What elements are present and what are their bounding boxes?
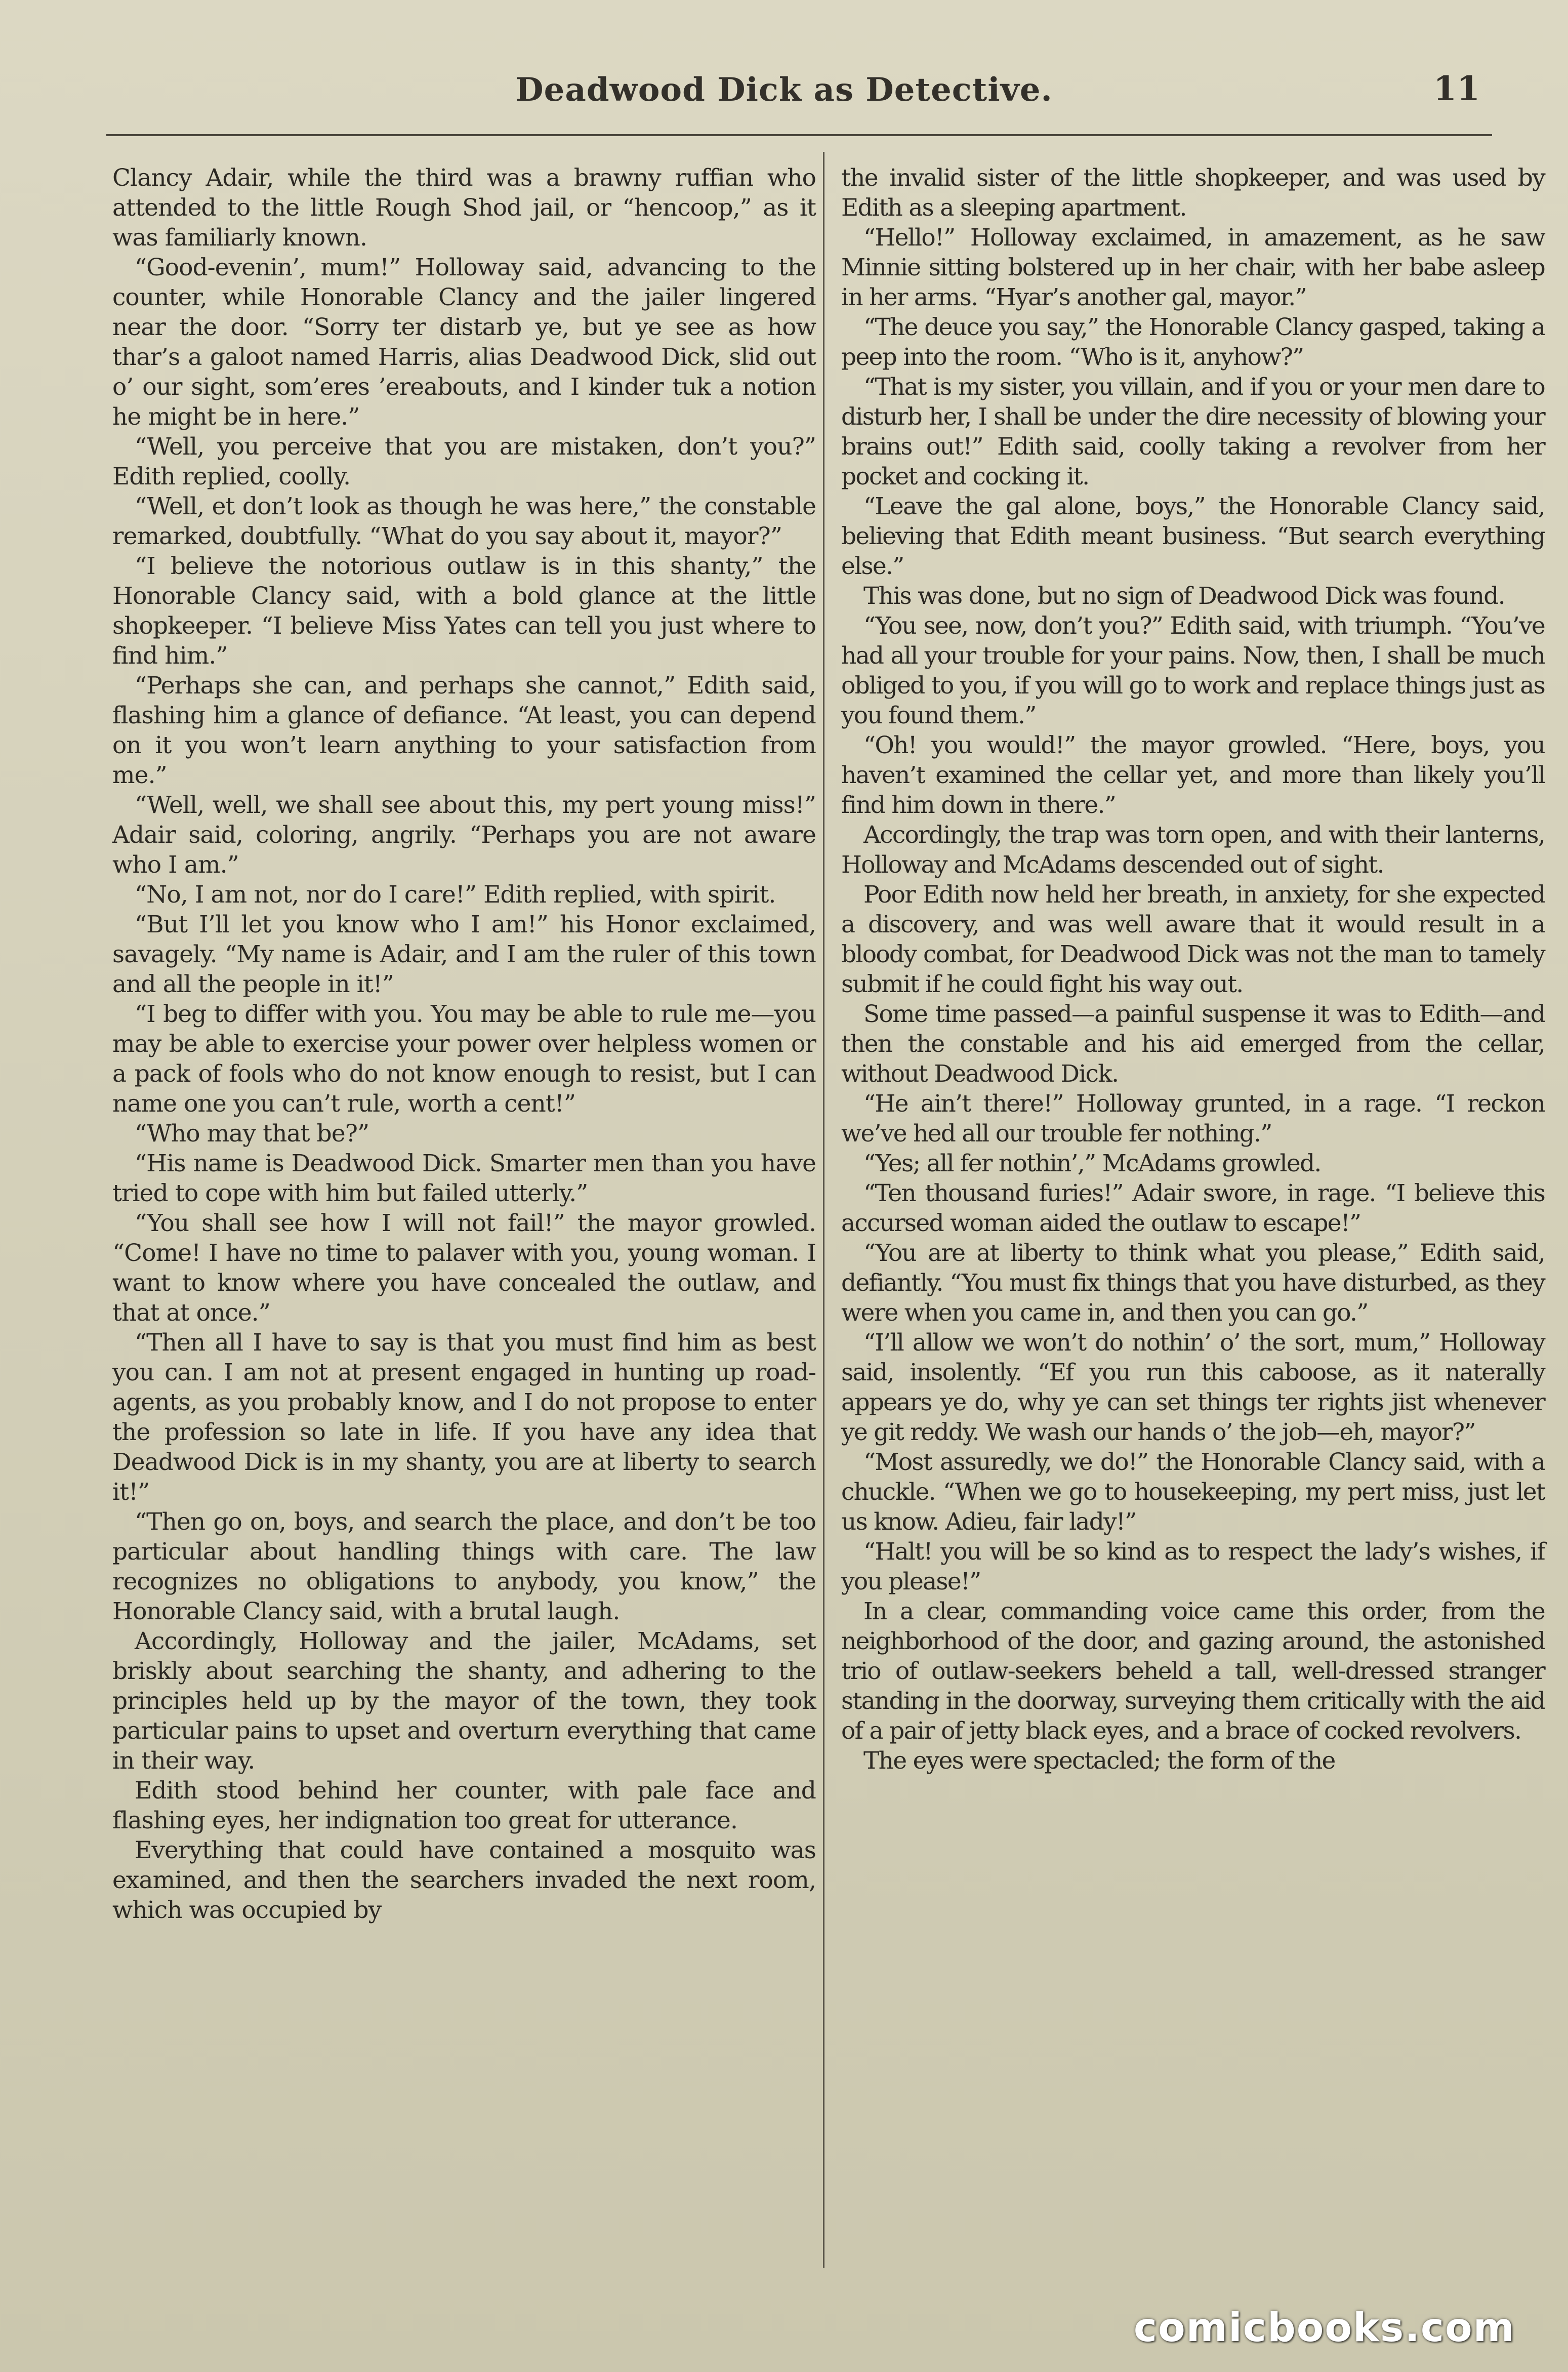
paragraph: “Halt! you will be so kind as to respect the lady’s wishes, if you please!” bbox=[841, 1538, 1545, 1596]
paragraph: “Yes; all fer nothin’,” McAdams growled. bbox=[863, 1150, 1321, 1177]
left-column bbox=[112, 163, 816, 1925]
paragraph: “The deuce you say,” the Honorable Clancy gasped, taking a peep into the room. “Who is it, anyhow?” bbox=[841, 313, 1545, 371]
page-header bbox=[76, 71, 1492, 127]
paragraph: The eyes were spectacled; the form of the bbox=[863, 1747, 1335, 1775]
paragraph: “His name is Deadwood Dick. Smarter men than you have tried to cope with him but failed utterly.” bbox=[112, 1150, 816, 1207]
paragraph: “Then go on, boys, and search the place, and don’t be too particular about handling things with care. The law recognizes no obligations to anybody, you know,” the Honorable Clancy said, with a brutal laugh. bbox=[112, 1508, 816, 1625]
paragraph: the invalid sister of the little shopkeeper, and was used by Edith as a sleeping apartment. bbox=[841, 164, 1545, 222]
paragraph: Everything that could have contained a mosquito was examined, and then the searchers invaded the next room, which was occupied by bbox=[112, 1836, 816, 1924]
running-title: Deadwood Dick as Detective. bbox=[515, 71, 1053, 109]
paragraph: “Most assuredly, we do!” the Honorable Clancy said, with a chuckle. “When we go to housekeeping, my pert miss, just let us know. Adieu, fair lady!” bbox=[841, 1448, 1545, 1536]
paragraph: “Well, well, we shall see about this, my pert young miss!” Adair said, coloring, angrily. “Perhaps you are not aware who I am.” bbox=[112, 791, 816, 879]
page-number: 11 bbox=[1433, 69, 1480, 108]
paragraph: “Leave the gal alone, boys,” the Honorable Clancy said, believing that Edith meant business. “But search everything else.” bbox=[841, 493, 1545, 580]
paragraph: “I’ll allow we won’t do nothin’ o’ the sort, mum,” Holloway said, insolently. “Ef you run this caboose, as it naterally appears ye do, why ye can set things ter rights jist whenever ye git reddy. We wash our hands o’ the job—eh, mayor?” bbox=[841, 1329, 1545, 1446]
column-divider bbox=[823, 152, 824, 2268]
paragraph: “You see, now, don’t you?” Edith said, with triumph. “You’ve had all your trouble for your pains. Now, then, I shall be much obliged to you, if you will go to work and replace things just as you found them.” bbox=[841, 612, 1545, 729]
paragraph: “Who may that be?” bbox=[135, 1120, 369, 1148]
paragraph: “Then all I have to say is that you must find him as best you can. I am not at present engaged in hunting up road-agents, as you probably know, and I do not propose to enter the profession so late in life. If you have any idea that Deadwood Dick is in my shanty, you are at liberty to search it!” bbox=[112, 1329, 816, 1506]
paragraph: “He ain’t there!” Holloway grunted, in a rage. “I reckon we’ve hed all our trouble fer nothing.” bbox=[841, 1090, 1545, 1148]
paragraph: “But I’ll let you know who I am!” his Honor exclaimed, savagely. “My name is Adair, and I am the ruler of this town and all the people in it!” bbox=[112, 911, 816, 998]
paragraph: Edith stood behind her counter, with pale face and flashing eyes, her indignation too great for utterance. bbox=[112, 1777, 816, 1834]
paragraph: Accordingly, the trap was torn open, and with their lanterns, Holloway and McAdams descended out of sight. bbox=[841, 821, 1545, 879]
paragraph: “Hello!” Holloway exclaimed, in amazement, as he saw Minnie sitting bolstered up in her chair, with her babe asleep in her arms. “Hyar’s another gal, mayor.” bbox=[841, 224, 1545, 311]
paragraph: “Oh! you would!” the mayor growled. “Here, boys, you haven’t examined the cellar yet, and more than likely you’ll find him down in there.” bbox=[841, 731, 1545, 819]
paragraph: In a clear, commanding voice came this order, from the neighborhood of the door, and gazing around, the astonished trio of outlaw-seekers beheld a tall, well-dressed stranger standing in the doorway, surveying them critically with the aid of a pair of jetty black eyes, and a brace of cocked revolvers. bbox=[841, 1598, 1545, 1745]
paragraph: Clancy Adair, while the third was a brawny ruffian who attended to the little Rough Shod jail, or “hencoop,” as it was familiarly known. bbox=[112, 164, 816, 252]
paragraph: Poor Edith now held her breath, in anxiety, for she expected a discovery, and was well aware that it would result in a bloody combat, for Deadwood Dick was not the man to tamely submit if he could fight his way out. bbox=[841, 881, 1545, 998]
paragraph: “I believe the notorious outlaw is in this shanty,” the Honorable Clancy said, with a bold glance at the little shopkeeper. “I believe Miss Yates can tell you just where to find him.” bbox=[112, 552, 816, 670]
paragraph: “No, I am not, nor do I care!” Edith replied, with spirit. bbox=[135, 881, 776, 909]
paragraph: “Good-evenin’, mum!” Holloway said, advancing to the counter, while Honorable Clancy and the jailer lingered near the door. “Sorry ter distarb ye, but ye see as how thar’s a galoot named Harris, alias Deadwood Dick, slid out o’ our sight, som’eres ’ereabouts, and I kinder tuk a notion he might be in here.” bbox=[112, 254, 816, 431]
paragraph: This was done, but no sign of Deadwood Dick was found. bbox=[863, 582, 1505, 610]
paragraph: Accordingly, Holloway and the jailer, McAdams, set briskly about searching the shanty, and adhering to the principles held up by the mayor of the town, they took particular pains to upset and overturn everything that came in their way. bbox=[112, 1627, 816, 1775]
source-watermark: comicbooks.com bbox=[1133, 2305, 1515, 2351]
paragraph: “Perhaps she can, and perhaps she cannot,” Edith said, flashing him a glance of defiance. “At least, you can depend on it you won’t learn anything to your satisfaction from me.” bbox=[112, 672, 816, 789]
right-column bbox=[841, 163, 1545, 1776]
paragraph: “Well, you perceive that you are mistaken, don’t you?” Edith replied, coolly. bbox=[112, 433, 816, 490]
paragraph: “You are at liberty to think what you please,” Edith said, defiantly. “You must fix things that you have disturbed, as they were when you came in, and then you can go.” bbox=[841, 1239, 1545, 1327]
paragraph: Some time passed—a painful suspense it was to Edith—and then the constable and his aid emerged from the cellar, without Deadwood Dick. bbox=[841, 1000, 1545, 1088]
paragraph: “That is my sister, you villain, and if you or your men dare to disturb her, I shall be under the dire necessity of blowing your brains out!” Edith said, coolly taking a revolver from her pocket and cocking it. bbox=[841, 373, 1545, 490]
paragraph: “Well, et don’t look as though he was here,” the constable remarked, doubtfully. “What do you say about it, mayor?” bbox=[112, 493, 816, 550]
paragraph: “Ten thousand furies!” Adair swore, in rage. “I believe this accursed woman aided the outlaw to escape!” bbox=[841, 1179, 1545, 1237]
paragraph: “I beg to differ with you. You may be able to rule me—you may be able to exercise your power over helpless women or a pack of fools who do not know enough to resist, but I can name one you can’t rule, worth a cent!” bbox=[112, 1000, 816, 1118]
header-rule bbox=[106, 134, 1492, 136]
paragraph: “You shall see how I will not fail!” the mayor growled. “Come! I have no time to palaver with you, young woman. I want to know where you have concealed the outlaw, and that at once.” bbox=[112, 1209, 816, 1327]
